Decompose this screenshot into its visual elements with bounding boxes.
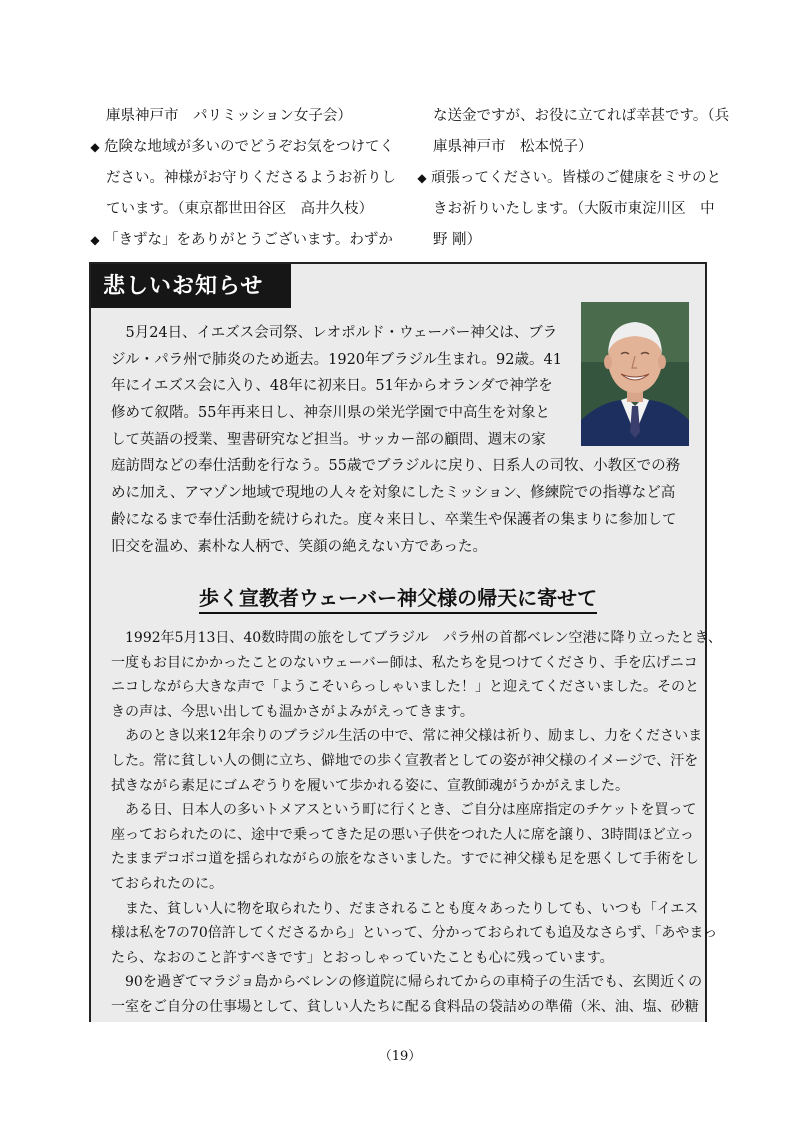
obituary-line: 齢になるまで奉仕活動を続けられた。度々来日し、卒業生や保護者の集まりに参加して bbox=[111, 511, 677, 528]
article-line: きの声は、今思い出しても温かさがよみがえってきます。 bbox=[111, 703, 474, 720]
article-line: 一室をご自分の仕事場として、貧しい人たちに配る食料品の袋詰めの準備（米、油、塩、砂糖 bbox=[111, 998, 699, 1015]
notice-title: 悲しいお知らせ bbox=[91, 264, 291, 308]
obituary-line: ジル・パラ州で肺炎のため逝去。1920年ブラジル生まれ。92歳。41 bbox=[111, 351, 562, 368]
article-line: また、貧しい人に物を取られたり、だまされることも度々あったりしても、いつも「イエス bbox=[111, 900, 699, 917]
obituary-line: 5月24日、イエズス会司祭、レオポルド・ウェーバー神父は、ブラ bbox=[111, 325, 558, 341]
article-line: 一度もお目にかかったことのないウェーバー師は、私たちを見つけてくださり、手を広げニコ bbox=[111, 654, 698, 671]
article-line: した。常に貧しい人の側に立ち、僻地での歩く宣教者としての姿が神父様のイメージで、汗を bbox=[111, 752, 699, 769]
article-line: たままデコボコ道を揺られながらの旅をなさいました。すでに神父様も足を悪くして手術をし bbox=[111, 851, 699, 868]
letter-line-text: 頑張ってください。皆様のご健康をミサのと bbox=[431, 170, 721, 186]
diamond-bullet-icon: ◆ bbox=[90, 140, 100, 154]
article-line: ある日、日本人の多いトメアスという町に行くとき、ご自分は座席指定のチケットを買って bbox=[111, 802, 697, 819]
article-body bbox=[111, 626, 722, 1020]
article-line: ておられたのに。 bbox=[111, 875, 223, 892]
obituary-line: 修めて叙階。55年再来日し、神奈川県の栄光学園で中高生を対象と bbox=[111, 405, 550, 422]
diamond-bullet-icon: ◆ bbox=[90, 233, 100, 247]
letters-column-left bbox=[86, 101, 396, 256]
obituary-line: 旧交を温め、素朴な人柄で、笑顔の絶えない方であった。 bbox=[111, 538, 487, 555]
sad-news-box bbox=[89, 262, 722, 1022]
letter-line: ださい。神様がお守りくださるようお祈りし bbox=[106, 170, 396, 186]
article-line: 座っておられたのに、途中で乗ってきた足の悪い子供をつれた人に席を譲り、3時間ほど立っ bbox=[111, 826, 694, 843]
obituary-text bbox=[111, 320, 691, 560]
article-line: たら、なおのこと許すべきです」とおっしゃっていたことも心に残っています。 bbox=[111, 949, 614, 966]
obituary-line: 年にイエズス会に入り、48年に初来日。51年からオランダで神学を bbox=[111, 378, 553, 395]
letter-line: 庫県神戸市 松本悦子） bbox=[433, 139, 593, 155]
article-title-text: 歩く宣教者ウェーバー神父様の帰天に寄せて bbox=[199, 586, 597, 614]
page-number: （19） bbox=[378, 1049, 422, 1064]
letter-line: ています。（東京都世田谷区 高井久枝） bbox=[106, 201, 374, 217]
obituary-line: 庭訪問などの奉仕活動を行なう。55歳でブラジルに戻り、日系人の司牧、小教区での務 bbox=[111, 458, 681, 475]
article-title bbox=[91, 582, 705, 611]
letter-line bbox=[86, 225, 396, 256]
article-line: 様は私を7の70倍許してくださるから」といって、分かっておられても追及なさらず、「あやまっ bbox=[111, 925, 718, 942]
obituary-line: して英語の授業、聖書研究など担当。サッカー部の顧問、週末の家 bbox=[111, 431, 546, 448]
letter-line bbox=[413, 163, 721, 194]
diamond-bullet-icon: ◆ bbox=[417, 171, 427, 185]
letter-line-text: 危険な地域が多いのでどうぞお気をつけてく bbox=[104, 139, 394, 155]
article-line: ニコしながら大きな声で「ようこそいらっしゃいました！」と迎えてくださいました。そのと bbox=[111, 679, 699, 696]
letter-line-text: 「きずな」をありがとうございます。わずか bbox=[104, 232, 393, 248]
letter-line: 野 剛） bbox=[433, 232, 482, 248]
letter-line bbox=[86, 132, 396, 163]
article-line: あのとき以来12年余りのブラジル生活の中で、常に神父様は祈り、励まし、力をくださいま bbox=[111, 728, 703, 745]
letter-line: な送金ですが、お役に立てれば幸甚です。（兵 bbox=[433, 108, 730, 124]
article-line: 拭きながら素足にゴムぞうりを履いて歩かれる姿に、宣教師魂がうかがえました。 bbox=[111, 777, 629, 794]
article-line: 90を過ぎてマラジョ島からベレンの修道院に帰られてからの車椅子の生活でも、玄関近くの bbox=[111, 974, 703, 991]
obituary-line: めに加え、アマゾン地域で現地の人々を対象にしたミッション、修練院での指導など高 bbox=[111, 485, 676, 502]
letter-line: 庫県神戸市 パリミッション女子会） bbox=[106, 108, 352, 124]
letter-line: きお祈りいたします。（大阪市東淀川区 中 bbox=[433, 201, 715, 217]
letters-column-right bbox=[413, 101, 730, 256]
article-line: 1992年5月13日、40数時間の旅をしてブラジル パラ州の首都ベレン空港に降り立ったとき、 bbox=[111, 630, 722, 646]
